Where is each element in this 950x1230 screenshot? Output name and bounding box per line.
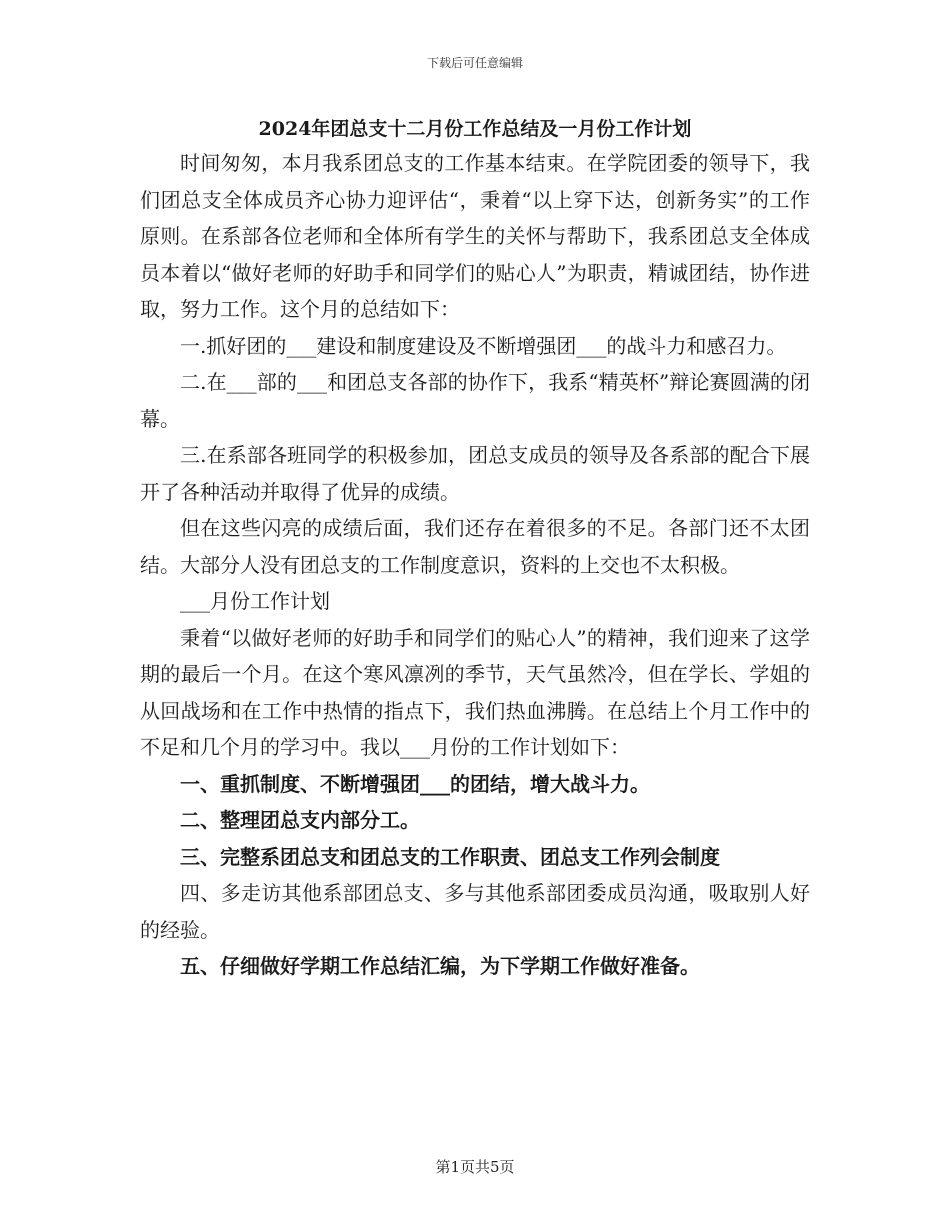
plan-heading: ___月份工作计划 bbox=[180, 589, 330, 613]
plan-item-5: 五、仔细做好学期工作总结汇编，为下学期工作做好准备。 bbox=[180, 954, 700, 978]
page-number: 第1页共5页 bbox=[435, 1158, 515, 1176]
paragraph-plan-intro: 秉着“以做好老师的好助手和同学们的贴心人”的精神，我们迎来了这学期的最后一个月。在这个寒风凛冽的季节，天气虽然冷，但在学长、学姐的从回战场和在工作中热情的指点下，我们热血沸腾。在总结上个月工作中的不足和几个月的学习中。我以___月份的工作计划如下： bbox=[140, 625, 810, 759]
paragraph-item-2: 二.在___部的___和团总支各部的协作下，我系“精英杯”辩论赛圆满的闭幕。 bbox=[140, 370, 810, 431]
plan-item-4: 四、多走访其他系部团总支、多与其他系部团委成员沟通，吸取别人好的经验。 bbox=[140, 881, 810, 942]
document-title: 2024年团总支十二月份工作总结及一月份工作计划 bbox=[258, 118, 692, 140]
header-note: 下载后可任意编辑 bbox=[426, 56, 523, 70]
paragraph-intro: 时间匆匆，本月我系团总支的工作基本结束。在学院团委的领导下，我们团总支全体成员齐心协力迎评估“，秉着“以上穿下达，创新务实”的工作原则。在系部各位老师和全体所有学生的关怀与帮助下，我系团总支全体成员本着以“做好老师的好助手和同学们的贴心人”为职责，精诚团结，协作进取，努力工作。这个月的总结如下： bbox=[140, 151, 810, 321]
paragraph-shortcomings: 但在这些闪亮的成绩后面，我们还存在着很多的不足。各部门还不太团结。大部分人没有团总支的工作制度意识，资料的上交也不太积极。 bbox=[140, 516, 810, 577]
plan-item-3: 三、完整系团总支和团总支的工作职责、团总支工作列会制度 bbox=[180, 844, 720, 869]
document-body bbox=[140, 145, 810, 985]
paragraph-item-3: 三.在系部各班同学的积极参加，团总支成员的领导及各系部的配合下展开了各种活动并取得了优异的成绩。 bbox=[140, 443, 810, 504]
plan-item-1: 一、重抓制度、不断增强团___的团结，增大战斗力。 bbox=[180, 771, 650, 796]
plan-item-2: 二、整理团总支内部分工。 bbox=[180, 808, 420, 832]
paragraph-item-1: 一.抓好团的___建设和制度建设及不断增强团___的战斗力和感召力。 bbox=[180, 333, 787, 358]
